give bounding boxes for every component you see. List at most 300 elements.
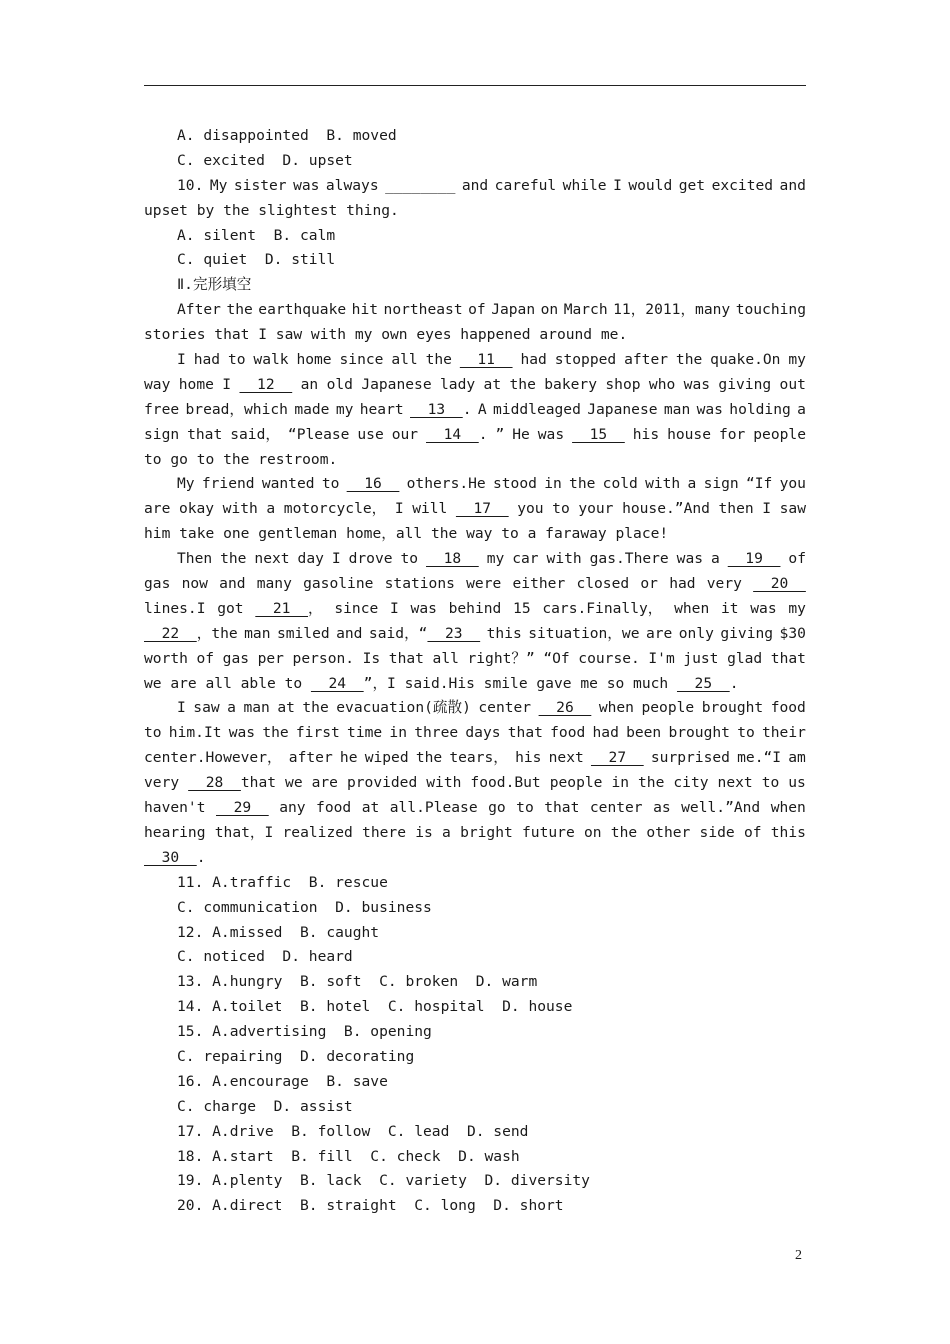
word bbox=[216, 796, 269, 821]
word: that bbox=[388, 649, 424, 667]
word: was bbox=[696, 400, 723, 418]
text-line: 19. A.plenty B. lack C. variety D. diversity bbox=[177, 1172, 590, 1190]
word: realized bbox=[282, 823, 353, 841]
text-line: 12. A.missed B. caught bbox=[177, 923, 380, 941]
word: in bbox=[389, 724, 407, 742]
text-line bbox=[144, 472, 806, 497]
word: people bbox=[753, 425, 806, 443]
word: tears， bbox=[449, 749, 508, 767]
word: any bbox=[279, 799, 306, 817]
text-line: 15. A.advertising B. opening bbox=[177, 1023, 432, 1041]
word: man bbox=[244, 624, 271, 642]
word bbox=[460, 348, 513, 373]
text-line bbox=[144, 796, 806, 821]
word: at bbox=[277, 699, 295, 717]
text-line: 16. A.encourage B. save bbox=[177, 1072, 388, 1090]
word bbox=[572, 423, 625, 448]
word: After bbox=[177, 301, 221, 319]
word: gas bbox=[144, 575, 171, 593]
word: sign bbox=[703, 475, 739, 493]
word: 22 ，the bbox=[144, 624, 238, 642]
word bbox=[728, 547, 781, 572]
word: the bbox=[509, 375, 536, 393]
word: and bbox=[219, 575, 246, 593]
text-line bbox=[144, 398, 806, 423]
word: my bbox=[486, 550, 505, 568]
word bbox=[239, 373, 292, 398]
word: other bbox=[646, 823, 691, 841]
word: many bbox=[256, 575, 292, 593]
word: situation，we bbox=[528, 624, 640, 642]
text-line: C. noticed D. heard bbox=[177, 948, 353, 966]
word: I bbox=[331, 550, 341, 568]
word: had bbox=[520, 351, 547, 369]
word: that bbox=[544, 799, 580, 817]
word: was bbox=[750, 599, 777, 617]
word: gas.There bbox=[589, 550, 669, 568]
word: a bbox=[266, 500, 276, 518]
word bbox=[753, 572, 806, 597]
text-line: 20. A.direct B. straight C. long D. short bbox=[177, 1197, 564, 1215]
word: next bbox=[548, 749, 584, 767]
word: provided bbox=[346, 774, 418, 792]
text-line bbox=[144, 174, 806, 199]
word bbox=[456, 497, 509, 522]
text-line: C. excited D. upset bbox=[177, 151, 353, 169]
word: earthquake bbox=[258, 301, 347, 319]
cloze-blank-19: 19 bbox=[727, 550, 781, 568]
word: March bbox=[563, 301, 608, 319]
word: closed bbox=[576, 575, 630, 593]
word: first bbox=[295, 724, 340, 742]
word: center bbox=[478, 699, 532, 717]
word: well.”And bbox=[681, 799, 761, 817]
word: the bbox=[610, 823, 638, 841]
word: the bbox=[675, 351, 703, 369]
word: “Please bbox=[287, 425, 350, 443]
cloze-blank-12: 12 bbox=[239, 375, 293, 393]
word: we bbox=[285, 774, 303, 792]
word: center bbox=[589, 799, 643, 817]
word: hit bbox=[351, 301, 379, 319]
word: a bbox=[442, 823, 451, 841]
text-line: him take one gentleman home，all the way to a faraway place! bbox=[144, 525, 669, 543]
cloze-blank-27: 27 bbox=[590, 749, 644, 767]
word: this bbox=[770, 823, 806, 841]
word: was bbox=[676, 550, 704, 568]
word: 21 ， bbox=[255, 599, 323, 617]
text-line bbox=[144, 721, 806, 746]
text-line bbox=[144, 821, 806, 846]
word: said， bbox=[230, 425, 280, 443]
page-content bbox=[144, 124, 806, 1219]
word: I bbox=[394, 500, 404, 518]
text-line bbox=[144, 423, 806, 448]
text-line bbox=[144, 597, 806, 622]
word bbox=[539, 696, 592, 721]
word: bright bbox=[460, 823, 513, 841]
word: and bbox=[779, 176, 806, 194]
cloze-blank-24: 24 bbox=[310, 674, 364, 692]
word: my bbox=[788, 351, 806, 369]
word: the bbox=[415, 749, 443, 767]
word: this bbox=[486, 624, 522, 642]
word: I bbox=[762, 500, 772, 518]
word: that bbox=[770, 649, 806, 667]
text-line bbox=[144, 298, 806, 323]
word: 15 bbox=[513, 599, 531, 617]
text-line: Ⅱ.完形填空 bbox=[177, 276, 252, 294]
word: motorcycle， bbox=[283, 500, 387, 518]
word: next bbox=[254, 550, 290, 568]
text-line: C. communication D. business bbox=[177, 898, 432, 916]
word: you bbox=[779, 475, 806, 493]
cloze-blank-28: 28 bbox=[188, 774, 241, 792]
word: people bbox=[549, 774, 603, 792]
word: I bbox=[613, 176, 622, 194]
word: people bbox=[641, 699, 695, 717]
word: per bbox=[257, 649, 284, 667]
word: were bbox=[466, 575, 502, 593]
word: bakery bbox=[544, 375, 597, 393]
word: his bbox=[632, 425, 660, 443]
word: been bbox=[626, 724, 662, 742]
word: was bbox=[537, 425, 565, 443]
cloze-blank-13: 13 bbox=[410, 400, 463, 418]
word: a bbox=[797, 400, 806, 418]
text-line bbox=[144, 348, 806, 373]
text-line: C. charge D. assist bbox=[177, 1097, 353, 1115]
word: worth bbox=[144, 649, 188, 667]
word: with bbox=[546, 550, 582, 568]
text-line: C. repairing D. decorating bbox=[177, 1047, 415, 1065]
word: day bbox=[297, 550, 324, 568]
word bbox=[347, 472, 400, 497]
cloze-blank-17: 17 bbox=[455, 500, 509, 518]
word: food.But bbox=[470, 774, 541, 792]
text-line: 14. A.toilet B. hotel C. hospital D. house bbox=[177, 998, 573, 1016]
word: to bbox=[761, 774, 780, 792]
word: home bbox=[178, 375, 214, 393]
word: the bbox=[638, 774, 665, 792]
word: are bbox=[144, 500, 171, 518]
word: would bbox=[628, 176, 673, 194]
word: said，“ 23 bbox=[368, 624, 481, 642]
word: the bbox=[220, 550, 247, 568]
word: is bbox=[415, 823, 433, 841]
text-line bbox=[144, 497, 806, 522]
word: A bbox=[477, 400, 487, 418]
word: with bbox=[426, 774, 462, 792]
word: behind bbox=[448, 599, 502, 617]
word: home bbox=[296, 351, 332, 369]
cloze-blank-26: 26 bbox=[538, 699, 592, 717]
word: walk bbox=[253, 351, 289, 369]
word: 14 . bbox=[426, 425, 488, 443]
word: the bbox=[569, 475, 596, 493]
word: cars.Finally， bbox=[542, 599, 663, 617]
word: lines.I bbox=[144, 599, 206, 617]
word: I bbox=[177, 351, 186, 369]
word: food bbox=[770, 699, 806, 717]
word: go bbox=[488, 799, 506, 817]
word: gasoline bbox=[303, 575, 374, 593]
word: a bbox=[710, 550, 720, 568]
text-line bbox=[144, 622, 806, 647]
word: evacuation(疏散) bbox=[336, 699, 471, 717]
word: lady bbox=[440, 375, 476, 393]
word: the bbox=[425, 351, 452, 369]
word: days bbox=[465, 724, 501, 742]
word: car bbox=[512, 550, 539, 568]
word: got bbox=[217, 599, 244, 617]
word: giving bbox=[718, 375, 772, 393]
word: giving bbox=[720, 624, 774, 642]
word: had bbox=[592, 724, 619, 742]
word: will bbox=[412, 500, 448, 518]
word: cold bbox=[602, 475, 638, 493]
word: had bbox=[193, 351, 221, 369]
word: stations bbox=[384, 575, 455, 593]
word: at bbox=[483, 375, 502, 393]
word: Japan bbox=[491, 301, 536, 319]
page-number: 2 bbox=[795, 1248, 802, 1263]
word: course. bbox=[578, 649, 640, 667]
word: had bbox=[669, 575, 696, 593]
word: 28 that bbox=[188, 774, 277, 792]
word: friend bbox=[201, 475, 255, 493]
word: ” bbox=[495, 425, 505, 443]
word: it bbox=[720, 599, 739, 617]
word: city bbox=[673, 774, 709, 792]
word: when bbox=[770, 799, 806, 817]
word: stood bbox=[492, 475, 537, 493]
word: “Of bbox=[543, 649, 570, 667]
word: the bbox=[302, 699, 329, 717]
word: to bbox=[516, 799, 534, 817]
word: are bbox=[645, 624, 673, 642]
word: Japanese bbox=[361, 375, 432, 393]
word: in bbox=[611, 774, 630, 792]
word: northeast bbox=[383, 301, 463, 319]
word: of bbox=[468, 301, 486, 319]
word: get bbox=[678, 176, 706, 194]
word: saw bbox=[193, 699, 220, 717]
word: his bbox=[515, 749, 542, 767]
word: food bbox=[316, 799, 352, 817]
word: to bbox=[227, 351, 246, 369]
word: sign bbox=[144, 425, 180, 443]
word: always bbox=[325, 176, 379, 194]
word: my bbox=[788, 599, 806, 617]
word: food bbox=[550, 724, 586, 742]
word: brought bbox=[668, 724, 730, 742]
word: now bbox=[181, 575, 208, 593]
word: side bbox=[699, 823, 735, 841]
word: future bbox=[522, 823, 575, 841]
word: who bbox=[648, 375, 676, 393]
word: with bbox=[645, 475, 681, 493]
text-line: A. silent B. calm bbox=[177, 226, 336, 244]
word: bread，which bbox=[185, 400, 288, 418]
word: quake.On bbox=[710, 351, 781, 369]
word: I bbox=[390, 599, 399, 617]
word: was bbox=[228, 724, 256, 742]
text-line bbox=[144, 647, 806, 672]
word: He bbox=[512, 425, 530, 443]
text-line: to go to the restroom. bbox=[144, 450, 338, 468]
word: and bbox=[336, 624, 363, 642]
word: are bbox=[311, 774, 338, 792]
word: all bbox=[432, 649, 459, 667]
word: time bbox=[347, 724, 383, 742]
word bbox=[426, 547, 479, 572]
word: at bbox=[361, 799, 380, 817]
word: a bbox=[227, 699, 236, 717]
word: us bbox=[788, 774, 806, 792]
text-line bbox=[144, 696, 806, 721]
word: all bbox=[391, 351, 418, 369]
word: your bbox=[578, 500, 614, 518]
word: all.Please bbox=[389, 799, 478, 817]
word: shop bbox=[605, 375, 641, 393]
cloze-blank-16: 16 bbox=[346, 475, 400, 493]
text-line bbox=[144, 373, 806, 398]
word bbox=[591, 746, 644, 771]
word: as bbox=[653, 799, 671, 817]
word: he bbox=[339, 749, 358, 767]
word: that bbox=[187, 425, 223, 443]
word: after bbox=[624, 351, 669, 369]
word: Japanese bbox=[587, 400, 658, 418]
word: middleaged bbox=[493, 400, 581, 418]
word: house.”And bbox=[622, 500, 710, 518]
text-line bbox=[144, 572, 806, 597]
word: person. bbox=[292, 649, 355, 667]
cloze-blank-25: 25 bbox=[676, 674, 730, 692]
word: three bbox=[414, 724, 459, 742]
word: was bbox=[410, 599, 437, 617]
text-line: 17. A.drive B. follow C. lead D. send bbox=[177, 1122, 529, 1140]
text-line: upset by the slightest thing. bbox=[144, 201, 399, 219]
word: use bbox=[357, 425, 384, 443]
word: touching bbox=[735, 301, 806, 319]
word: after bbox=[288, 749, 333, 767]
word: I'm bbox=[648, 649, 675, 667]
word: to bbox=[144, 724, 162, 742]
word: and bbox=[461, 176, 489, 194]
word: right？” bbox=[467, 649, 535, 667]
word: I bbox=[222, 375, 232, 393]
text-line: 11. A.traffic B. rescue bbox=[177, 873, 388, 891]
word: haven't bbox=[144, 799, 206, 817]
word: careful bbox=[494, 176, 557, 194]
word: brought bbox=[701, 699, 764, 717]
word: Is bbox=[362, 649, 381, 667]
word: was bbox=[683, 375, 711, 393]
word: while bbox=[562, 176, 607, 194]
word: out bbox=[779, 375, 806, 393]
word: man bbox=[243, 699, 270, 717]
word: when bbox=[598, 699, 634, 717]
text-line bbox=[144, 547, 806, 572]
word: me.“I bbox=[737, 749, 782, 767]
word: only bbox=[678, 624, 714, 642]
cloze-blank-18: 18 bbox=[426, 550, 479, 568]
word: hearing bbox=[144, 823, 206, 841]
cloze-blank-15: 15 bbox=[572, 425, 625, 443]
word: saw bbox=[779, 500, 806, 518]
word: a bbox=[687, 475, 697, 493]
header-rule bbox=[144, 85, 806, 86]
word: you bbox=[517, 500, 544, 518]
word: My bbox=[177, 475, 195, 493]
word: glad bbox=[727, 649, 763, 667]
word: excited bbox=[711, 176, 774, 194]
word: 10. bbox=[177, 176, 204, 194]
word: Then bbox=[177, 550, 213, 568]
word: $30 bbox=[779, 624, 806, 642]
word: am bbox=[788, 749, 806, 767]
word: my bbox=[335, 400, 354, 418]
word: an bbox=[300, 375, 319, 393]
word: wanted bbox=[261, 475, 315, 493]
word: holding bbox=[729, 400, 791, 418]
word: our bbox=[391, 425, 419, 443]
word: that bbox=[507, 724, 543, 742]
text-line: 18. A.start B. fill C. check D. wash bbox=[177, 1147, 520, 1165]
cloze-blank-14: 14 bbox=[426, 425, 479, 443]
word: on bbox=[540, 301, 559, 319]
text-line: 30 . bbox=[144, 848, 206, 866]
word: the bbox=[226, 301, 253, 319]
word: of bbox=[743, 823, 762, 841]
text-line bbox=[144, 746, 806, 771]
word: on bbox=[583, 823, 602, 841]
text-line: we are all able to 24 ”，I said.His smile gave me so much 25 . bbox=[144, 674, 739, 692]
cloze-blank-22: 22 bbox=[144, 624, 197, 642]
word: was bbox=[293, 176, 320, 194]
word: just bbox=[683, 649, 719, 667]
cloze-blank-20: 20 bbox=[753, 575, 806, 593]
word: stopped bbox=[554, 351, 617, 369]
word: the bbox=[262, 724, 289, 742]
word: very bbox=[706, 575, 742, 593]
cloze-blank-23: 23 bbox=[427, 624, 481, 642]
word: “If bbox=[745, 475, 773, 493]
text-line bbox=[144, 771, 806, 796]
word: that，I bbox=[214, 823, 274, 841]
text-line: C. quiet D. still bbox=[177, 251, 336, 269]
word: or bbox=[640, 575, 658, 593]
word: then bbox=[718, 500, 754, 518]
word: him.It bbox=[168, 724, 222, 742]
word: wiped bbox=[364, 749, 409, 767]
word: to bbox=[400, 550, 419, 568]
word: to bbox=[737, 724, 755, 742]
word: house bbox=[667, 425, 711, 443]
word: made bbox=[294, 400, 330, 418]
word: others.He bbox=[406, 475, 486, 493]
word: ________ bbox=[385, 176, 456, 194]
word: since bbox=[334, 599, 379, 617]
word: smiled bbox=[276, 624, 330, 642]
word: since bbox=[339, 351, 384, 369]
text-line: 13. A.hungry B. soft C. broken D. warm bbox=[177, 973, 538, 991]
word: My bbox=[209, 176, 228, 194]
word: next bbox=[717, 774, 753, 792]
word: okay bbox=[178, 500, 215, 518]
